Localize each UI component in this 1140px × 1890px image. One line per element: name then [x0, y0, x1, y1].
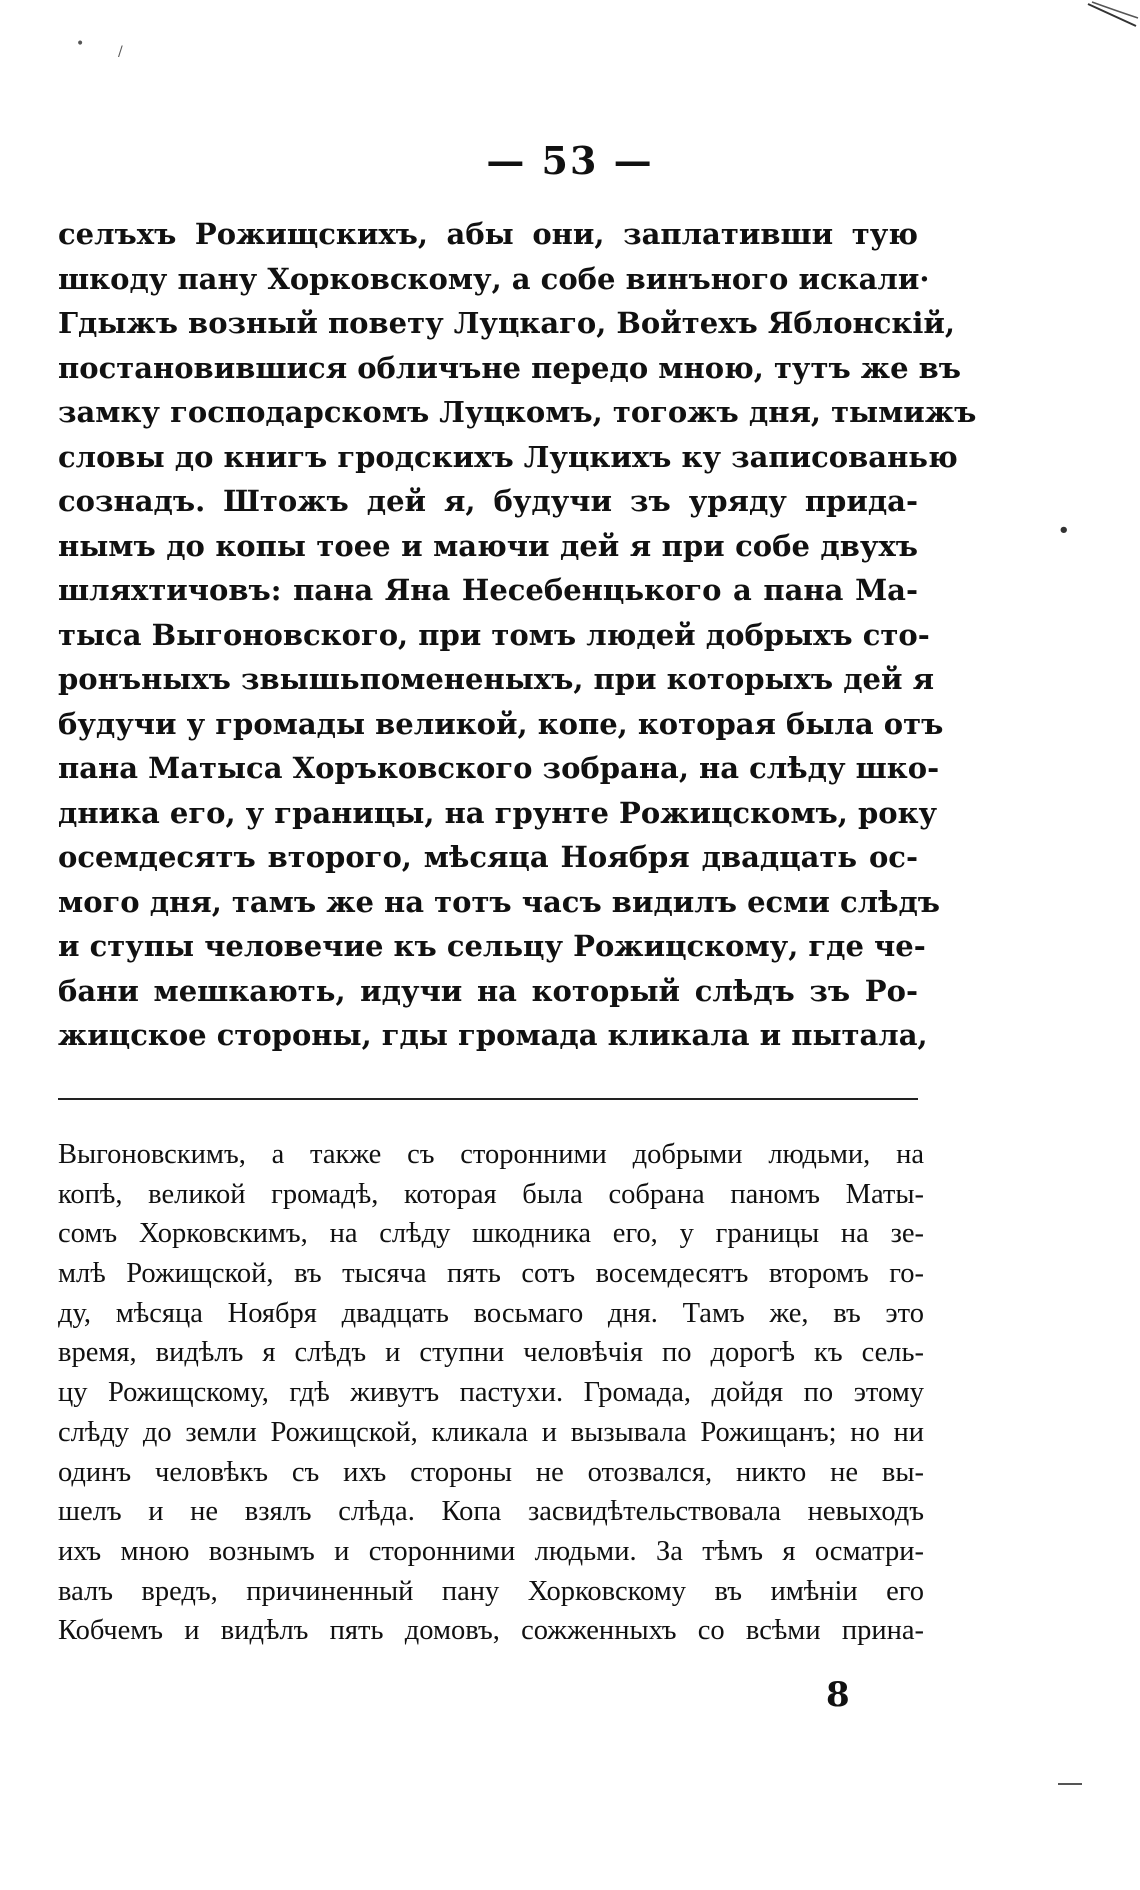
footnote-line: млѣ Рожищской, въ тысяча пять сотъ восемдесятъ второмъ го-	[58, 1258, 924, 1290]
main-text-line: пана Матыса Хоръковского зобрана, на слѣду шко-	[58, 751, 940, 785]
main-text-line: жицское стороны, гды громада кликала и пытала,	[58, 1018, 928, 1052]
footnote-line: шелъ и не взялъ слѣда. Копа засвидѣтельствовала невыходъ	[58, 1496, 924, 1528]
main-text-line: будучи у громады великой, копе, которая была отъ	[58, 706, 944, 741]
main-text-line: ронъныхъ звышьпомененыхъ, при которыхъ дей я	[58, 662, 935, 696]
main-text-line: словы до книгъ гродскихъ Луцкихъ ку записованью	[58, 439, 958, 474]
printer-signature-mark: 8	[826, 1675, 850, 1715]
footnote-line: Выгоновскимъ, а также съ сторонними добрыми людьми, на	[58, 1139, 924, 1170]
footnote-line: ихъ мною вознымъ и сторонними людьми. За тѣмъ я осматри-	[58, 1535, 924, 1567]
main-text-line: Гдыжъ возный повету Луцкаго, Войтехъ Яблонскій,	[58, 306, 955, 340]
main-text-line: постановившися обличъне передо мною, тутъ же въ	[58, 350, 962, 385]
footnote-line: копѣ, великой громадѣ, которая была собрана паномъ Маты-	[58, 1178, 924, 1210]
footnote-line: цу Рожищскому, гдѣ живутъ пастухи. Громада, дойдя по этому	[58, 1377, 924, 1409]
footnote-line: сомъ Хорковскимъ, на слѣду шкодника его, у границы на зе-	[58, 1218, 924, 1250]
main-text-line: нымъ до копы тоее и маючи дей я при собе двухъ	[58, 528, 918, 563]
main-text-line: селъхъ Рожищскихъ, абы они, заплативши тую	[58, 217, 918, 251]
footnote-line: ду, мѣсяца Ноября двадцать восьмаго дня. Тамъ же, въ это	[58, 1297, 924, 1329]
main-text-block	[58, 212, 977, 1058]
footnote-line: время, видѣлъ я слѣдъ и ступни человѣчія по дорогѣ къ сель-	[58, 1337, 924, 1369]
main-text-line: сознадъ. Штожъ дей я, будучи зъ уряду прида-	[58, 484, 918, 518]
main-text-line: тыса Выгоновского, при томъ людей добрыхъ сто-	[58, 617, 930, 652]
corner-scratch-mark	[1080, 0, 1140, 40]
main-text-line: осемдесятъ второго, мѣсяца Ноября двадцать ос-	[58, 840, 918, 874]
footnote-line: слѣду до земли Рожищской, кликала и вызывала Рожищанъ; но ни	[58, 1416, 924, 1448]
main-text-line: замку господарскомъ Луцкомъ, тогожъ дня, тымижъ	[58, 395, 977, 429]
margin-dot: •	[1058, 520, 1070, 541]
ink-speck: •	[76, 36, 85, 52]
main-text-line: и ступы человечие къ сельцу Рожицскому, где че-	[58, 929, 926, 963]
translation-footnote-block	[58, 1135, 924, 1651]
main-text-line: бани мешкають, идучи на который слѣдъ зъ Ро-	[58, 973, 918, 1008]
main-text-line: дника его, у границы, на грунте Рожицскомъ, року	[58, 795, 938, 830]
margin-dash	[1058, 1783, 1082, 1785]
page-number: — 53 —	[486, 138, 654, 183]
ink-speck: /	[118, 44, 123, 60]
footnote-line: валъ вредъ, причиненный пану Хорковскому въ имѣніи его	[58, 1575, 924, 1607]
footnote-line: одинъ человѣкъ съ ихъ стороны не отозвался, никто не вы-	[58, 1456, 924, 1488]
footnote-divider	[58, 1098, 918, 1100]
main-text-line: шляхтичовъ: пана Яна Несебенцького а пана Ма-	[58, 573, 918, 607]
main-text-line: шкоду пану Хорковскому, а собе винъного искали·	[58, 261, 930, 296]
footnote-line: Кобчемъ и видѣлъ пять домовъ, сожженныхъ со всѣми прина-	[58, 1615, 924, 1647]
main-text-line: мого дня, тамъ же на тотъ часъ видилъ есми слѣдъ	[58, 884, 941, 919]
